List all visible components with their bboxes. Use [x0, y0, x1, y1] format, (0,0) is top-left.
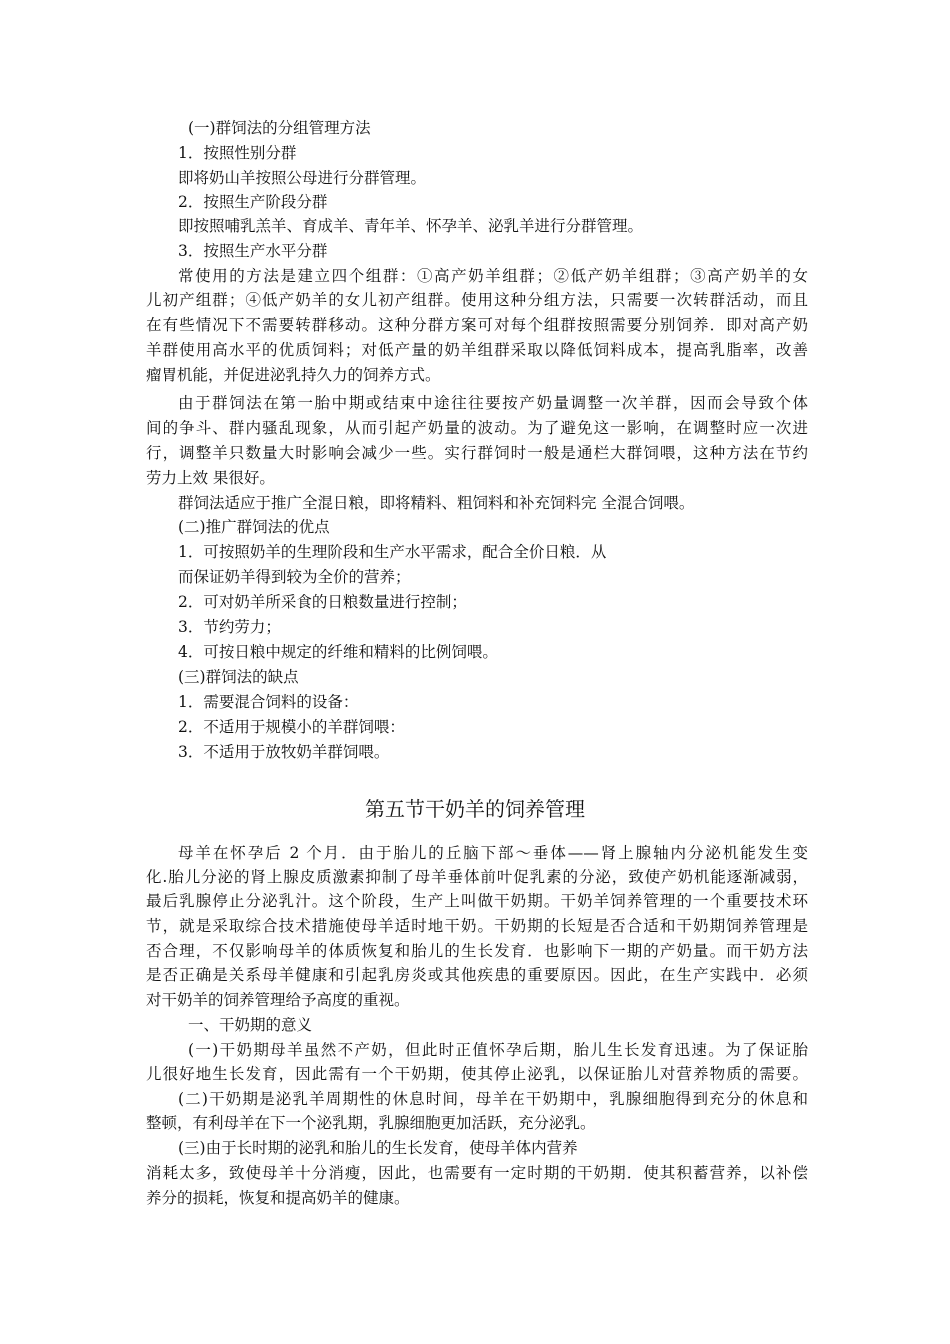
- item-by-sex-text: 即将奶山羊按照公母进行分群管理。: [178, 169, 427, 187]
- paragraph-line: 常使用的方法是建立四个组群：①高产奶羊组群；②低产奶羊组群；③高产奶羊的女: [178, 267, 808, 285]
- disadvantage-item: 1．需要混合饲料的设备：: [178, 693, 359, 711]
- item-by-stage-text: 即按照哺乳羔羊、育成羊、青年羊、怀孕羊、泌乳羊进行分群管理。: [178, 217, 644, 235]
- paragraph-line: (一)干奶期母羊虽然不产奶，但此时正值怀孕后期，胎儿生长发育迅速。为了保证胎: [188, 1041, 808, 1059]
- paragraph-line: 消耗太多，致使母羊十分消瘦，因此，也需要有一定时期的干奶期．使其积蓄营养，以补偿: [146, 1164, 808, 1182]
- subheading-dry-period-meaning: 一、干奶期的意义: [188, 1016, 313, 1034]
- paragraph-line: 劳力上效 果很好。: [146, 469, 275, 487]
- paragraph-line: 养分的损耗，恢复和提高奶羊的健康。: [146, 1189, 410, 1207]
- paragraph-line: (三)由于长时期的泌乳和胎儿的生长发育，使母羊体内营养: [178, 1139, 578, 1157]
- paragraph-line: 母羊在怀孕后 2 个月．由于胎儿的丘脑下部～垂体——肾上腺轴内分泌机能发生变: [178, 844, 808, 862]
- heading-disadvantages: (三)群饲法的缺点: [178, 668, 299, 686]
- paragraph-line: (二)干奶期是泌乳羊周期性的休息时间，母羊在干奶期中，乳腺细胞得到充分的休息和: [178, 1090, 808, 1108]
- paragraph-line: 儿很好地生长发育，因此需有一个干奶期，使其停止泌乳，以保证胎儿对营养物质的需要。: [146, 1065, 808, 1083]
- paragraph-line: 化.胎儿分泌的肾上腺皮质激素抑制了母羊垂体前叶促乳素的分泌，致使产奶机能逐渐减弱，: [146, 868, 808, 886]
- paragraph-line: 对干奶羊的饲养管理给予高度的重视。: [146, 991, 410, 1009]
- paragraph-line: 否合理，不仅影响母羊的体质恢复和胎儿的生长发育．也影响下一期的产奶量。而干奶方法: [146, 942, 808, 960]
- paragraph-line: 由于群饲法在第一胎中期或结束中途往往要按产奶量调整一次羊群，因而会导致个体: [178, 394, 808, 412]
- paragraph-line: 整顿，有利母羊在下一个泌乳期，乳腺细胞更加活跃，充分泌乳。: [146, 1114, 596, 1132]
- paragraph-tmr: 群饲法适应于推广全混日粮，即将精料、粗饲料和补充饲料完 全混合饲喂。: [178, 494, 695, 512]
- advantage-item: 1．可按照奶羊的生理阶段和生产水平需求，配合全价日粮．从: [178, 543, 607, 561]
- paragraph-line: 儿初产组群；④低产奶羊的女儿初产组群。使用这种分组方法，只需要一次转群活动，而且: [146, 291, 808, 309]
- paragraph-line: 节，就是采取综合技术措施使母羊适时地干奶。干奶期的长短是否合适和干奶期饲养管理是: [146, 917, 808, 935]
- section-title: 第五节干奶羊的饲养管理: [365, 797, 585, 821]
- item-by-sex: 1．按照性别分群: [178, 144, 297, 162]
- heading-advantages: (二)推广群饲法的优点: [178, 518, 330, 536]
- paragraph-line: 最后乳腺停止分泌乳汁。这个阶段，生产上叫做干奶期。干奶羊饲养管理的一个重要技术环: [146, 892, 808, 910]
- disadvantage-item: 2．不适用于规模小的羊群饲喂：: [178, 718, 405, 736]
- advantage-item: 2．可对奶羊所采食的日粮数量进行控制；: [178, 593, 467, 611]
- paragraph-line: 在有些情况下不需要转群移动。这种分群方案可对每个组群按照需要分别饲养．即对高产奶: [146, 316, 808, 334]
- advantage-item: 3．节约劳力；: [178, 618, 281, 636]
- heading-group-method: (一)群饲法的分组管理方法: [188, 119, 371, 137]
- paragraph-line: 间的争斗、群内骚乱现象，从而引起产奶量的波动。为了避免这一影响，在调整时应一次进: [146, 419, 808, 437]
- paragraph-line: 行，调整羊只数量大时影响会减少一些。实行群饲时一般是通栏大群饲喂，这种方法在节约: [146, 444, 808, 462]
- paragraph-line: 羊群使用高水平的优质饲料；对低产量的奶羊组群采取以降低饲料成本，提高乳脂率，改善: [146, 341, 808, 359]
- disadvantage-item: 3．不适用于放牧奶羊群饲喂。: [178, 743, 390, 761]
- item-by-stage: 2．按照生产阶段分群: [178, 193, 328, 211]
- advantage-item: 4．可按日粮中规定的纤维和精料的比例饲喂。: [178, 643, 498, 661]
- paragraph-line: 瘤胃机能，并促进泌乳持久力的饲养方式。: [146, 366, 441, 384]
- paragraph-line: 是否正确是关系母羊健康和引起乳房炎或其他疾患的重要原因。因此，在生产实践中．必须: [146, 966, 808, 984]
- advantage-item-continued: 而保证奶羊得到较为全价的营养；: [178, 568, 411, 586]
- item-by-level: 3．按照生产水平分群: [178, 242, 328, 260]
